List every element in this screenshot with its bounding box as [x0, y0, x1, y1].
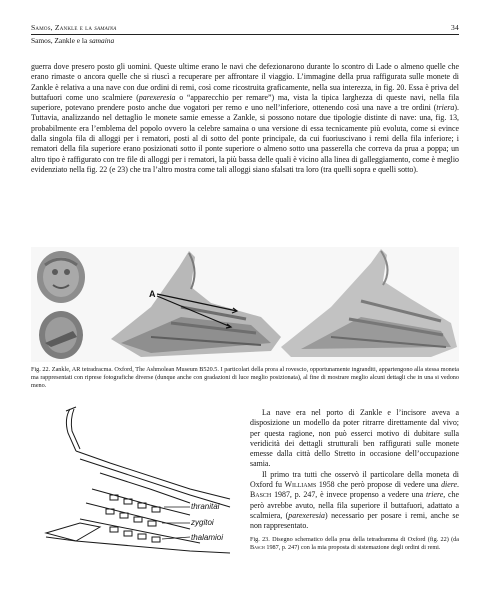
- label-thranitai: thranitai: [191, 502, 220, 511]
- right-column-text: [250, 408, 459, 532]
- right-paragraph-1: La nave era nel porto di Zankle e l’incisore aveva a disposizione un modello da poter ritrarre direttamente dal vivo; per questa ragione, non può esserci motivo di dubitare sulla veridicità dei dettagli strutturali ben raffigurati sulle monete emesse dalla città dello Stretto in occasione dell’occupazione samia.: [250, 408, 459, 469]
- figure-22-coin-photos: [31, 247, 459, 362]
- label-a: A: [149, 289, 156, 299]
- label-thalamioi: thalamioi: [191, 533, 224, 542]
- label-zygitoi: zygitoi: [191, 518, 214, 527]
- stem-post: [66, 409, 76, 451]
- right-paragraph-2: Il primo tra tutti che osservò il particolare della moneta di Oxford fu Williams 1958 che però propose di vedere una diere. Basch 1987, p. 247, è invece propenso a vedere una triere, che però avrebbe avuto, nella fila superiore il buttafuori, adattato a scalmiera, (parexeresia) necessario per posare i remi, anche se non rappresentato.: [250, 469, 459, 531]
- coin-photos-image: [31, 247, 459, 362]
- figure-22-caption: Fig. 22. Zankle, AR tetradracma. Oxford, The Ashmolean Museum B520.5. I particolari della prora al rovescio, opportunamente ingranditi, appartengono alla stessa moneta ma rappresentati con riprese fotografiche diverse (dunque anche con gradazioni di luce meglio posizionata), al fine di mostrare meglio alcuni dettagli che in una si vedono meno.: [31, 366, 459, 389]
- running-title: Samos, Zankle e la samaina: [31, 23, 117, 32]
- header-rule: [31, 34, 459, 35]
- main-paragraph: guerra dove presero posto gli uomini. Queste ultime erano le navi che defezionarono durante lo scontro di Lade o almeno quelle che erano rimaste o ancora quelle che si riuscì a recuperare per affrontare il viaggio. L’immagine della prua raffigurata sulle monete di Zankle è relativa a una nave con due ordini di remi, così come ricostruita graficamente, nella sua interezza, in fig. 20. Essa è priva del buttafuori come uno scalmiere (parexeresia o “apparecchio per remare”) ma, vista la tipica larghezza di queste navi, nella fila superiore, potevano prendere posto anche due vogatori per remo e uno nell’inferiore, ottenendo così una nave a tre ordini (triera). Tuttavia, analizzando nel dettaglio le monete samie emesse a Zankle, si possono notare due tipologie distinte di nave: una, fig. 13, probabilmente era l’emblema del popolo ovvero la celebre samaina o una versione di essa tecnicamente più evoluta, come si evince dalla singola fila di alloggi per i rematori, posti al di sotto del ponte principale, da cui fuoriuscivano i remi della fila inferiore; i rematori della fila superiore erano posizionati sotto il ponte superiore o almeno sotto una passerella che correva da prua a poppa; un altro tipo è raffigurato con tre file di alloggi per i rematori, la più bassa delle quali è vicino alla linea di galleggiamento, come è meglio evidenziato nella fig. 22 (e 23) che tra l’altro mostra come tali alloggi siano sfalsati tra loro (tra quelli sopra e quelli sotto).: [31, 62, 459, 174]
- page-number: 34: [451, 23, 459, 32]
- running-head: [31, 23, 459, 45]
- figure-23-caption: Fig. 23. Disegno schematico della prua della tetradramma di Oxford (fig. 22) (da Basch 1987, p. 247) con la mia proposta di sistemazione degli ordini di remi.: [250, 536, 459, 551]
- running-subtitle: Samos, Zankle e la samaina: [31, 36, 115, 45]
- figure-23-drawing: [40, 403, 232, 563]
